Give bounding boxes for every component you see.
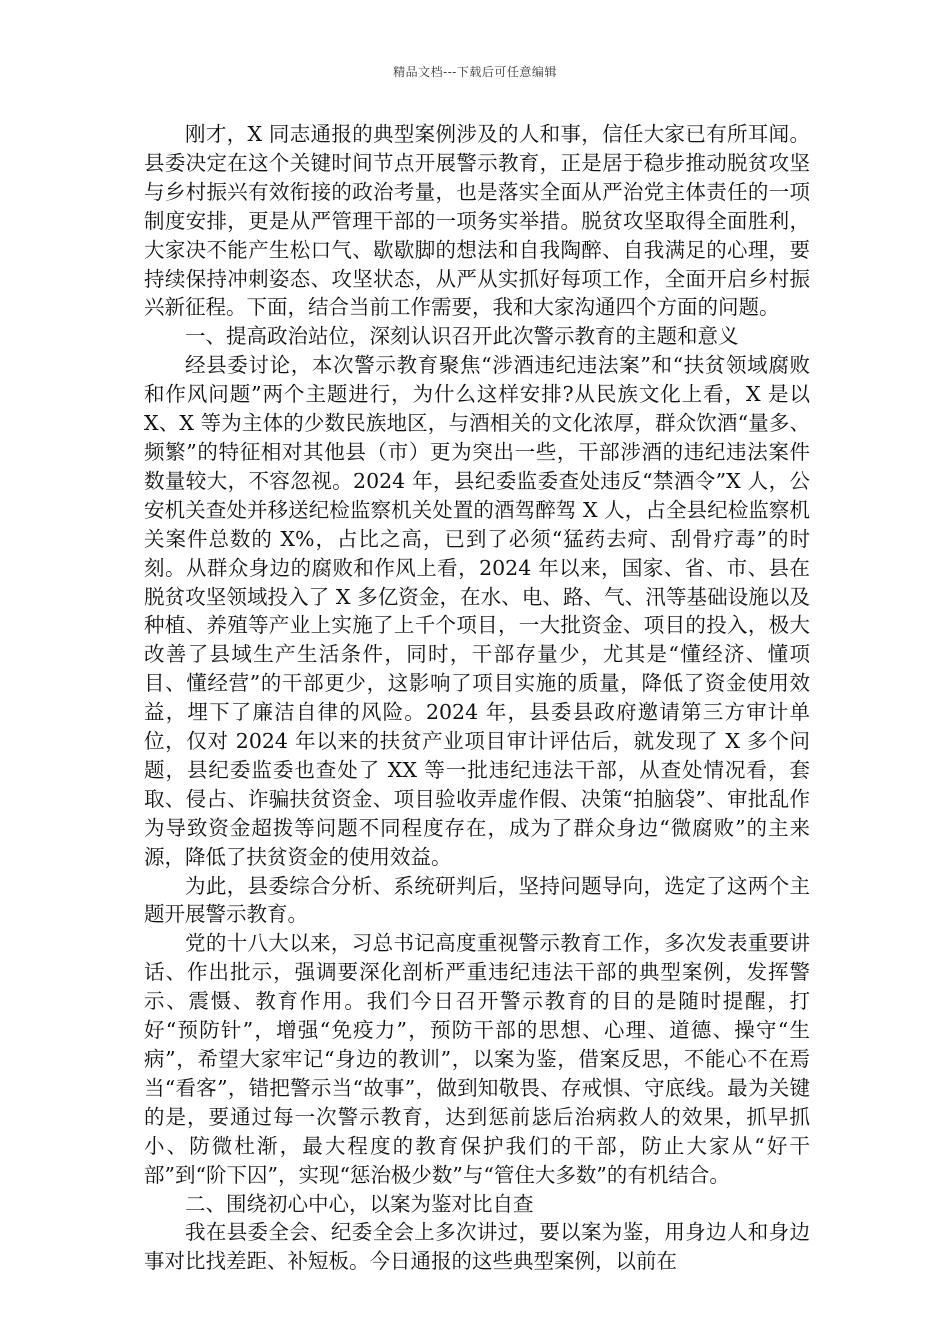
section-heading-2: 二、围绕初心中心，以案为鉴对比自查 (185, 1191, 534, 1216)
paragraph-purpose: 党的十八大以来，习总书记高度重视警示教育工作，多次发表重要讲话、作出批示，强调要深化剖析严重违纪违法干部的典型案例，发挥警示、震慑、教育作用。我们今日召开警示教育的目的是随时提醒，打好“预防针”，增强“免疫力”，预防干部的思想、心理、道德、操守“生病”，希望大家牢记“身边的教训”，以案为鉴，借案反思，不能心不在焉当“看客”，错把警示当“故事”，做到知敬畏、存戒惧、守底线。最为关键的是，要通过每一次警示教育，达到惩前毖后治病救人的效果，抓早抓小、防微杜渐，最大程度的教育保护我们的干部，防止大家从“好干部”到“阶下囚”，实现“惩治极少数”与“管住大多数”的有机结合。 (144, 931, 810, 1187)
document-body (144, 120, 810, 1276)
paragraph-decision: 为此，县委综合分析、系统研判后，坚持问题导向，选定了这两个主题开展警示教育。 (144, 873, 810, 927)
paragraph-intro: 刚才，X 同志通报的典型案例涉及的人和事，信任大家已有所耳闻。县委决定在这个关键时间节点开展警示教育，正是居于稳步推动脱贫攻坚与乡村振兴有效衔接的政治考量，也是落实全面从严治党主体责任的一项制度安排，更是从严管理干部的一项务实举措。脱贫攻坚取得全面胜利，大家决不能产生松口气、歇歇脚的想法和自我陶醉、自我满足的心理，要持续保持冲刺姿态、攻坚状态，从严从实抓好每项工作，全面开启乡村振兴新征程。下面，结合当前工作需要，我和大家沟通四个方面的问题。 (144, 122, 810, 320)
paragraph-self-check: 我在县委全会、纪委全会上多次讲过，要以案为鉴，用身边人和身边事对比找差距、补短板。今日通报的这些典型案例，以前在 (144, 1220, 810, 1274)
page-header: 精品文档---下载后可任意编辑 (393, 65, 557, 79)
paragraph-themes: 经县委讨论，本次警示教育聚焦“涉酒违纪违法案”和“扶贫领域腐败和作风问题”两个主题进行，为什么这样安排?从民族文化上看，X 是以 X、X 等为主体的少数民族地区，与酒相关的文化浓厚，群众饮酒“量多、频繁”的特征相对其他县（市）更为突出一些，干部涉酒的违纪违法案件数量较大，不容忽视。2024 年，县纪委监委查处违反“禁酒令”X 人，公安机关查处并移送纪检监察机关处置的酒驾醉驾 X 人，占全县纪检监察机关案件总数的 X%，占比之高，已到了必须“猛药去疴、刮骨疗毒”的时刻。从群众身边的腐败和作风上看，2024 年以来，国家、省、市、县在脱贫攻坚领域投入了 X 多亿资金，在水、电、路、气、汛等基础设施以及种植、养殖等产业上实施了上千个项目，一大批资金、项目的投入，极大改善了县域生产生活条件，同时，干部存量少，尤其是“懂经济、懂项目、懂经营”的干部更少，这影响了项目实施的质量，降低了资金使用效益，埋下了廉洁自律的风险。2024 年，县委县政府邀请第三方审计单位，仅对 2024 年以来的扶贫产业项目审计评估后，就发现了 X 多个问题，县纪委监委也查处了 XX 等一批违纪违法干部，从查处情况看，套取、侵占、诈骗扶贫资金、项目验收弄虚作假、决策“拍脑袋”、审批乱作为导致资金超拨等问题不同程度存在，成为了群众身边“微腐败”的主来源，降低了扶贫资金的使用效益。 (144, 353, 810, 869)
section-heading-1: 一、提高政治站位，深刻认识召开此次警示教育的主题和意义 (185, 324, 739, 349)
